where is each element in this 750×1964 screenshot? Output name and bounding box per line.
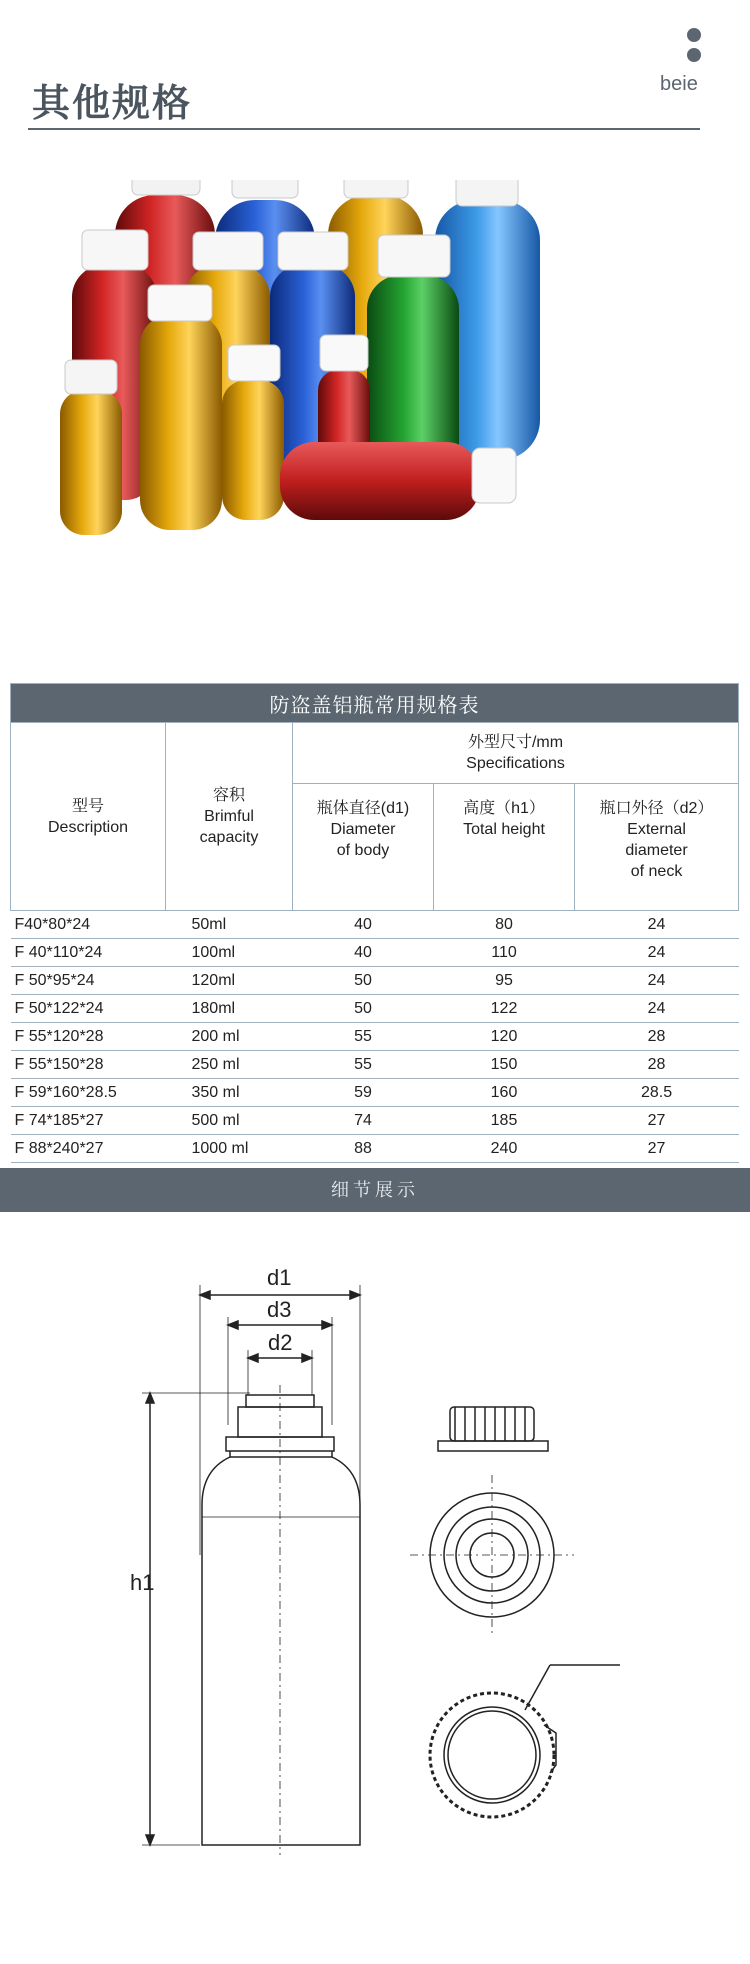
table-row: F 74*185*27 500 ml 74 185 27	[11, 1107, 739, 1135]
label-d3: d3	[267, 1297, 292, 1322]
product-photo	[60, 180, 690, 680]
spec-table	[10, 683, 739, 1191]
table-row: F 40*110*24 100ml 40 110 24	[11, 939, 739, 967]
page-title: 其他规格	[32, 83, 193, 125]
table-row: F 55*150*28 250 ml 55 150 28	[11, 1051, 739, 1079]
header-d2: 瓶口外径（d2） External diameter of neck	[575, 784, 739, 911]
header-specifications: 外型尺寸/mm Specifications	[293, 723, 739, 784]
detail-section-title: 细节展示	[0, 1168, 750, 1212]
label-d1: d1	[267, 1265, 292, 1290]
table-row: F 59*160*28.5 350 ml 59 160 28.5	[11, 1079, 739, 1107]
brand-name: beie	[660, 73, 698, 95]
header-h1: 高度（h1） Total height	[434, 784, 575, 911]
table-row: F40*80*24 50ml 40 80 24	[11, 911, 739, 939]
table-row: F 50*95*24 120ml 50 95 24	[11, 967, 739, 995]
brand-logo-icon	[687, 28, 701, 68]
table-caption: 防盗盖铝瓶常用规格表	[11, 684, 739, 723]
label-d2: d2	[268, 1330, 293, 1355]
table-row: F 88*240*27 1000 ml 88 240 27	[11, 1135, 739, 1163]
table-row: F 50*122*24 180ml 50 122 24	[11, 995, 739, 1023]
table-row: F 55*120*28 200 ml 55 120 28	[11, 1023, 739, 1051]
header-divider	[28, 128, 700, 130]
header-d1: 瓶体直径(d1) Diameter of body	[293, 784, 434, 911]
page-header	[0, 0, 750, 140]
label-h1: h1	[130, 1570, 155, 1595]
header-capacity: 容积 Brimful capacity	[166, 723, 293, 911]
technical-drawing	[120, 1255, 640, 1875]
header-description: 型号 Description	[11, 723, 166, 911]
